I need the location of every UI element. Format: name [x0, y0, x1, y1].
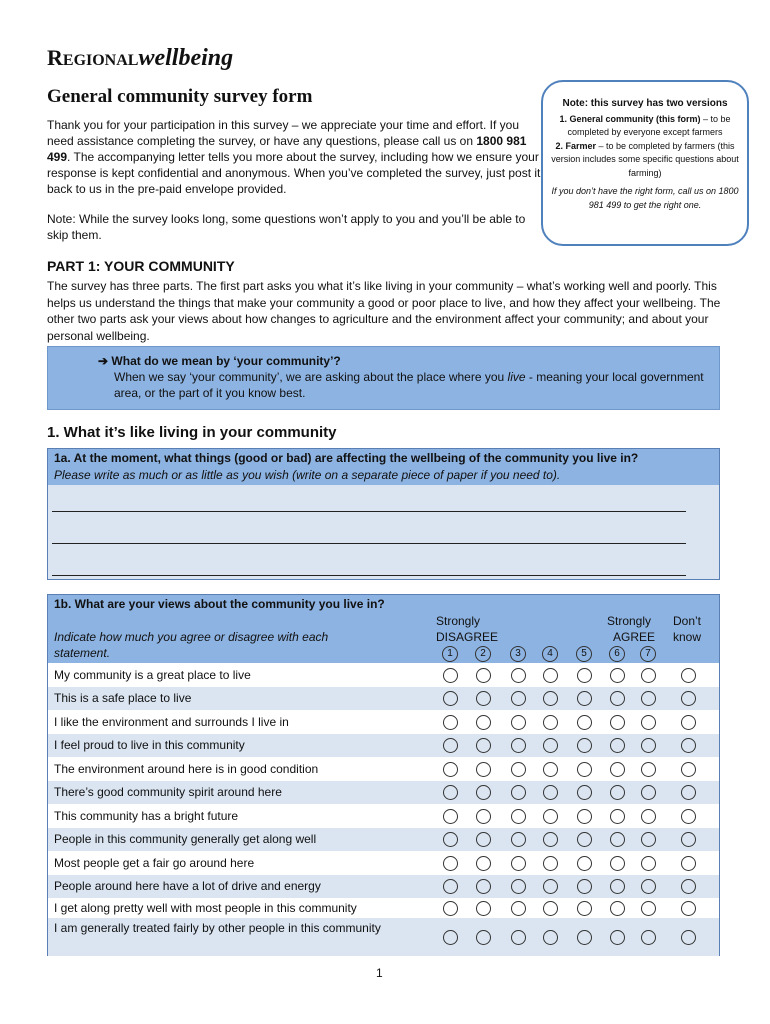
scale-agree: AGREE: [613, 630, 656, 644]
rating-radio-6[interactable]: [610, 691, 625, 706]
scale-number-4: 4: [542, 646, 558, 662]
scale-number-3: 3: [510, 646, 526, 662]
rating-radio-5[interactable]: [577, 738, 592, 753]
rating-radio-4[interactable]: [543, 809, 558, 824]
rating-radio-3[interactable]: [511, 809, 526, 824]
logo-wellbeing: wellbeing: [138, 45, 234, 71]
community-definition-box: [47, 346, 720, 410]
arrow-icon: ➔: [98, 354, 109, 368]
intro-phone: 1800 981 499: [47, 134, 527, 164]
logo-regional: EGIONAL: [62, 52, 139, 69]
skip-note: Note: While the survey looks long, some questions won’t apply to you and you’ll be able to skip them.: [47, 212, 526, 242]
question-1b-title: 1b. What are your views about the community you live in?: [54, 597, 385, 611]
rating-radio-2[interactable]: [476, 856, 491, 871]
rating-radio-4[interactable]: [543, 762, 558, 777]
statement-label: This community has a bright future: [54, 808, 239, 823]
rating-radio-2[interactable]: [476, 762, 491, 777]
rating-radio-2[interactable]: [476, 901, 491, 916]
rating-radio-3[interactable]: [511, 762, 526, 777]
rating-radio-3[interactable]: [511, 856, 526, 871]
rating-radio-1[interactable]: [443, 668, 458, 683]
rating-radio-7[interactable]: [641, 901, 656, 916]
rating-radio-2[interactable]: [476, 879, 491, 894]
question-1a: [47, 448, 720, 580]
rating-radio-4[interactable]: [543, 930, 558, 945]
rating-radio-2[interactable]: [476, 930, 491, 945]
statement-row: [48, 851, 719, 875]
answer-line-1[interactable]: [52, 511, 686, 512]
dont-know-radio[interactable]: [681, 785, 696, 800]
rating-radio-7[interactable]: [641, 715, 656, 730]
version-1: [551, 113, 739, 140]
dont-know-radio[interactable]: [681, 930, 696, 945]
rating-radio-1[interactable]: [443, 809, 458, 824]
dont-know-radio[interactable]: [681, 879, 696, 894]
rating-radio-5[interactable]: [577, 715, 592, 730]
rating-radio-7[interactable]: [641, 832, 656, 847]
rating-radio-4[interactable]: [543, 832, 558, 847]
rating-radio-2[interactable]: [476, 809, 491, 824]
rating-radio-2[interactable]: [476, 668, 491, 683]
rating-radio-4[interactable]: [543, 715, 558, 730]
rating-radio-5[interactable]: [577, 930, 592, 945]
scale-number-1: 1: [442, 646, 458, 662]
question-1a-title: 1a. At the moment, what things (good or bad) are affecting the wellbeing of the community you live in?: [54, 451, 639, 465]
dont-know-label-1: Don’t: [673, 614, 702, 628]
rating-radio-2[interactable]: [476, 738, 491, 753]
rating-radio-5[interactable]: [577, 879, 592, 894]
statement-row: [48, 828, 719, 851]
rating-radio-2[interactable]: [476, 785, 491, 800]
rating-radio-1[interactable]: [443, 785, 458, 800]
rating-radio-3[interactable]: [511, 738, 526, 753]
rating-radio-3[interactable]: [511, 785, 526, 800]
rating-radio-6[interactable]: [610, 785, 625, 800]
rating-radio-6[interactable]: [610, 856, 625, 871]
rating-radio-6[interactable]: [610, 901, 625, 916]
rating-radio-3[interactable]: [511, 930, 526, 945]
statement-label: I am generally treated fairly by other people in this community: [54, 921, 381, 935]
dont-know-radio[interactable]: [681, 668, 696, 683]
statement-label: I feel proud to live in this community: [54, 738, 245, 752]
question-1b-header: [48, 595, 719, 663]
rating-radio-6[interactable]: [610, 832, 625, 847]
rating-radio-5[interactable]: [577, 668, 592, 683]
statement-label: I get along pretty well with most people in this community: [54, 900, 357, 915]
statement-label: Most people get a fair go around here: [54, 855, 255, 870]
rating-radio-1[interactable]: [443, 856, 458, 871]
community-question: What do we mean by ‘your community’?: [111, 354, 341, 368]
part-1-heading: PART 1: YOUR COMMUNITY: [47, 258, 235, 274]
rating-radio-6[interactable]: [610, 809, 625, 824]
rating-radio-5[interactable]: [577, 856, 592, 871]
rating-radio-4[interactable]: [543, 901, 558, 916]
rating-radio-6[interactable]: [610, 762, 625, 777]
statement-label: The environment around here is in good condition: [54, 761, 319, 776]
rating-radio-1[interactable]: [443, 715, 458, 730]
version-1-text: – to be completed by everyone except farmers: [567, 113, 731, 137]
regional-wellbeing-logo: [47, 45, 233, 72]
question-1a-hint: Please write as much or as little as you wish (write on a separate piece of paper if you need to).: [54, 468, 561, 482]
dont-know-radio[interactable]: [681, 762, 696, 777]
rating-radio-7[interactable]: [641, 785, 656, 800]
statement-row: [48, 663, 719, 687]
rating-radio-5[interactable]: [577, 785, 592, 800]
rating-radio-4[interactable]: [543, 691, 558, 706]
statement-label: People around here have a lot of drive and energy: [54, 879, 321, 893]
dont-know-radio[interactable]: [681, 738, 696, 753]
statement-label: There’s good community spirit around here: [54, 785, 282, 799]
form-title: General community survey form: [47, 86, 313, 107]
rating-radio-6[interactable]: [610, 930, 625, 945]
statement-label: My community is a great place to live: [54, 667, 251, 682]
rating-radio-3[interactable]: [511, 879, 526, 894]
rating-radio-7[interactable]: [641, 930, 656, 945]
rating-radio-4[interactable]: [543, 785, 558, 800]
answer-line-3[interactable]: [52, 575, 686, 576]
dont-know-radio[interactable]: [681, 856, 696, 871]
dont-know-label-2: know: [673, 630, 702, 644]
statement-label: This is a safe place to live: [54, 691, 192, 705]
statement-row: [48, 804, 719, 828]
rating-radio-5[interactable]: [577, 832, 592, 847]
version-2-text: – to be completed by farmers (this version includes some specific questions about farming): [551, 140, 739, 178]
statement-row: [48, 781, 719, 804]
intro-text-after: . The accompanying letter tells you more about the survey, including how we ensure your response is kept confidential and anonymous. When you’ve completed the survey, just post it back to us in the pre-paid envelope provided.: [47, 150, 541, 196]
rating-radio-4[interactable]: [543, 856, 558, 871]
version-1-label: 1. General community (this form): [559, 113, 701, 124]
intro-text-before: Thank you for your participation in this survey – we appreciate your time and effort. If you need assistance completing the survey, or have any questions, please call us on: [47, 118, 520, 148]
scale-number-2: 2: [475, 646, 491, 662]
dont-know-radio[interactable]: [681, 901, 696, 916]
question-1b-instruction: Indicate how much you agree or disagree with each statement.: [54, 630, 329, 660]
rating-radio-6[interactable]: [610, 738, 625, 753]
community-answer: [114, 369, 709, 401]
versions-footer: If you don’t have the right form, call us on 1800 981 499 to get the right one.: [551, 186, 739, 210]
rating-radio-6[interactable]: [610, 668, 625, 683]
rating-radio-5[interactable]: [577, 901, 592, 916]
answer-line-2[interactable]: [52, 543, 686, 544]
rating-radio-7[interactable]: [641, 668, 656, 683]
rating-radio-3[interactable]: [511, 715, 526, 730]
community-answer-before: When we say ‘your community’, we are asking about the place where you: [114, 370, 508, 384]
dont-know-radio[interactable]: [681, 809, 696, 824]
statement-row: [48, 898, 719, 918]
statement-row: [48, 875, 719, 898]
rating-radio-7[interactable]: [641, 738, 656, 753]
question-1a-header: [48, 449, 719, 485]
rating-radio-2[interactable]: [476, 832, 491, 847]
rating-radio-4[interactable]: [543, 738, 558, 753]
statement-row: [48, 734, 719, 757]
rating-radio-3[interactable]: [511, 668, 526, 683]
rating-radio-3[interactable]: [511, 832, 526, 847]
rating-radio-1[interactable]: [443, 879, 458, 894]
part-1-description: The survey has three parts. The first part asks you what it’s like living in your community – what’s working well and poorly. This helps us understand the things that make your community a good or poor place to live, and how they affect your wellbeing. The other two parts ask your views about how changes to agriculture and the environment affect your community; and about your personal wellbeing.: [47, 279, 721, 343]
statement-row: [48, 687, 719, 710]
version-2: [551, 140, 739, 181]
rating-radio-1[interactable]: [443, 762, 458, 777]
question-1b: [47, 594, 720, 956]
scale-number-6: 6: [609, 646, 625, 662]
rating-radio-4[interactable]: [543, 879, 558, 894]
scale-strongly-left: Strongly: [436, 614, 481, 628]
rating-radio-7[interactable]: [641, 762, 656, 777]
statement-label: I like the environment and surrounds I live in: [54, 714, 289, 729]
community-answer-after: - meaning your local government area, or the part of it you know best.: [114, 370, 704, 400]
rating-radio-3[interactable]: [511, 691, 526, 706]
rating-radio-2[interactable]: [476, 691, 491, 706]
rating-radio-5[interactable]: [577, 762, 592, 777]
rating-radio-5[interactable]: [577, 691, 592, 706]
scale-number-5: 5: [576, 646, 592, 662]
community-answer-live: live: [507, 370, 526, 384]
page-number: 1: [376, 966, 383, 980]
rating-radio-7[interactable]: [641, 856, 656, 871]
rating-radio-6[interactable]: [610, 715, 625, 730]
rating-radio-6[interactable]: [610, 879, 625, 894]
rating-radio-1[interactable]: [443, 738, 458, 753]
logo-initial: R: [47, 45, 63, 70]
statement-row: [48, 757, 719, 781]
rating-radio-2[interactable]: [476, 715, 491, 730]
rating-radio-1[interactable]: [443, 832, 458, 847]
rating-radio-3[interactable]: [511, 901, 526, 916]
rating-radio-7[interactable]: [641, 809, 656, 824]
version-2-label: 2. Farmer: [555, 140, 596, 151]
rating-radio-5[interactable]: [577, 809, 592, 824]
scale-strongly-right: Strongly: [607, 614, 652, 628]
versions-title: Note: this survey has two versions: [562, 98, 728, 109]
statement-label: People in this community generally get along well: [54, 832, 317, 846]
rating-radio-1[interactable]: [443, 691, 458, 706]
rating-radio-7[interactable]: [641, 879, 656, 894]
survey-versions-note: [541, 80, 749, 246]
rating-radio-4[interactable]: [543, 668, 558, 683]
statement-row: [48, 918, 719, 956]
scale-disagree: DISAGREE: [436, 630, 499, 644]
intro-paragraph: [47, 117, 545, 197]
rating-radio-7[interactable]: [641, 691, 656, 706]
dont-know-radio[interactable]: [681, 691, 696, 706]
rating-radio-1[interactable]: [443, 930, 458, 945]
dont-know-radio[interactable]: [681, 715, 696, 730]
section-1-heading: 1. What it’s like living in your community: [47, 424, 337, 441]
statement-row: [48, 710, 719, 734]
dont-know-radio[interactable]: [681, 832, 696, 847]
scale-number-7: 7: [640, 646, 656, 662]
rating-radio-1[interactable]: [443, 901, 458, 916]
